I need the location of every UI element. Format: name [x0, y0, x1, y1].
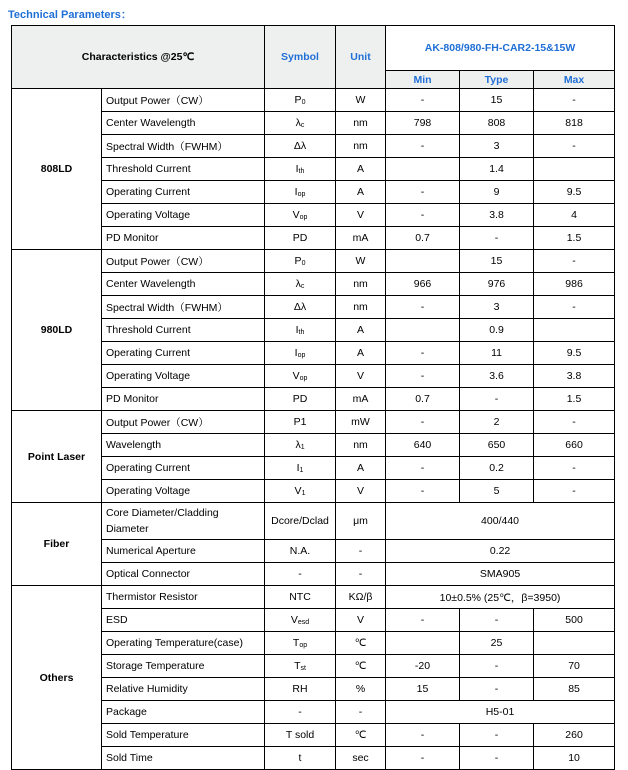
symbol-main: T sold: [285, 729, 315, 741]
symbol-subscript: th: [298, 168, 305, 175]
characteristic-cell: Spectral Width（FWHM）: [102, 135, 265, 158]
table-row: [12, 181, 615, 204]
value-type-cell: 808: [460, 112, 534, 135]
unit-cell: W: [336, 89, 386, 112]
symbol-main: PD: [292, 393, 308, 405]
value-span-cell: SMA905: [386, 563, 615, 586]
characteristic-cell: Spectral Width（FWHM）: [102, 296, 265, 319]
value-type-cell: -: [460, 724, 534, 747]
table-row: [12, 701, 615, 724]
characteristic-cell: Threshold Current: [102, 158, 265, 181]
value-min-cell: -: [386, 181, 460, 204]
value-max-cell: [534, 158, 615, 181]
value-max-cell: 1.5: [534, 388, 615, 411]
value-type-cell: 15: [460, 89, 534, 112]
table-row: [12, 747, 615, 770]
symbol-main: T: [294, 660, 301, 672]
symbol-main: V: [294, 485, 302, 497]
table-row: [12, 112, 615, 135]
symbol-main: Dcore/Dclad: [271, 515, 329, 527]
characteristic-cell: Output Power（CW）: [102, 250, 265, 273]
unit-cell: mA: [336, 227, 386, 250]
value-max-cell: 10: [534, 747, 615, 770]
symbol-main: λ: [295, 439, 301, 451]
value-max-cell: -: [534, 250, 615, 273]
value-min-cell: -20: [386, 655, 460, 678]
symbol-subscript: op: [299, 642, 308, 649]
value-type-cell: 3.8: [460, 204, 534, 227]
table-row: [12, 678, 615, 701]
symbol-main: Δλ: [293, 301, 307, 313]
characteristic-cell: PD Monitor: [102, 227, 265, 250]
unit-cell: nm: [336, 296, 386, 319]
unit-cell: nm: [336, 112, 386, 135]
symbol-cell: [265, 655, 336, 678]
value-span-cell: 400/440: [386, 503, 615, 540]
group-label: Others: [12, 586, 102, 770]
value-max-cell: 1.5: [534, 227, 615, 250]
value-type-cell: 9: [460, 181, 534, 204]
value-min-cell: 0.7: [386, 388, 460, 411]
symbol-cell: [265, 319, 336, 342]
characteristic-cell: Output Power（CW）: [102, 411, 265, 434]
symbol-main: -: [298, 568, 302, 580]
symbol-main: V: [292, 209, 300, 221]
value-max-cell: [534, 632, 615, 655]
unit-cell: nm: [336, 135, 386, 158]
spec-table: [11, 25, 615, 770]
value-type-cell: 0.2: [460, 457, 534, 480]
value-min-cell: -: [386, 342, 460, 365]
value-type-cell: -: [460, 609, 534, 632]
value-min-cell: -: [386, 747, 460, 770]
characteristic-cell: Threshold Current: [102, 319, 265, 342]
symbol-subscript: op: [297, 191, 306, 198]
characteristic-cell: Sold Temperature: [102, 724, 265, 747]
characteristic-cell: ESD: [102, 609, 265, 632]
symbol-main: λ: [295, 117, 301, 129]
unit-cell: sec: [336, 747, 386, 770]
symbol-main: P: [294, 255, 302, 267]
unit-cell: -: [336, 563, 386, 586]
characteristic-cell: Optical Connector: [102, 563, 265, 586]
unit-cell: V: [336, 204, 386, 227]
value-max-cell: 260: [534, 724, 615, 747]
unit-cell: -: [336, 540, 386, 563]
table-row: [12, 540, 615, 563]
unit-cell: -: [336, 701, 386, 724]
characteristic-cell: Center Wavelength: [102, 112, 265, 135]
value-max-cell: 70: [534, 655, 615, 678]
value-type-cell: 3: [460, 135, 534, 158]
characteristic-cell: Operating Current: [102, 342, 265, 365]
header-symbol: Symbol: [265, 26, 336, 89]
symbol-cell: [265, 204, 336, 227]
unit-cell: KΩ/β: [336, 586, 386, 609]
value-max-cell: 85: [534, 678, 615, 701]
table-row: [12, 411, 615, 434]
unit-cell: V: [336, 609, 386, 632]
value-max-cell: -: [534, 135, 615, 158]
unit-cell: mW: [336, 411, 386, 434]
symbol-cell: [265, 158, 336, 181]
symbol-subscript: 1: [300, 444, 305, 451]
symbol-main: I: [296, 462, 300, 474]
table-row: [12, 434, 615, 457]
symbol-subscript: 0: [301, 99, 306, 106]
value-max-cell: -: [534, 89, 615, 112]
unit-cell: W: [336, 250, 386, 273]
value-max-cell: [534, 319, 615, 342]
value-min-cell: -: [386, 609, 460, 632]
value-type-cell: 5: [460, 480, 534, 503]
unit-cell: A: [336, 319, 386, 342]
value-max-cell: -: [534, 480, 615, 503]
value-min-cell: -: [386, 457, 460, 480]
symbol-main: I: [294, 347, 298, 359]
value-max-cell: 9.5: [534, 181, 615, 204]
symbol-cell: [265, 388, 336, 411]
table-row: [12, 632, 615, 655]
value-min-cell: -: [386, 724, 460, 747]
symbol-main: t: [298, 752, 302, 764]
symbol-main: I: [295, 163, 299, 175]
symbol-cell: [265, 480, 336, 503]
section-title: Technical Parameters：: [8, 9, 132, 21]
characteristic-cell: Numerical Aperture: [102, 540, 265, 563]
characteristic-cell: Core Diameter/Cladding Diameter: [102, 503, 265, 540]
table-row: [12, 89, 615, 112]
value-type-cell: 0.9: [460, 319, 534, 342]
table-row: [12, 655, 615, 678]
value-max-cell: -: [534, 296, 615, 319]
characteristic-cell: Thermistor Resistor: [102, 586, 265, 609]
unit-cell: nm: [336, 273, 386, 296]
symbol-cell: [265, 181, 336, 204]
value-max-cell: 4: [534, 204, 615, 227]
symbol-cell: [265, 112, 336, 135]
characteristic-cell: PD Monitor: [102, 388, 265, 411]
symbol-cell: [265, 724, 336, 747]
symbol-main: V: [292, 370, 300, 382]
unit-cell: V: [336, 365, 386, 388]
table-row: [12, 457, 615, 480]
characteristic-cell: Operating Voltage: [102, 204, 265, 227]
symbol-cell: [265, 609, 336, 632]
value-min-cell: 0.7: [386, 227, 460, 250]
symbol-subscript: c: [300, 122, 305, 129]
value-type-cell: 25: [460, 632, 534, 655]
characteristic-cell: Output Power（CW）: [102, 89, 265, 112]
value-type-cell: -: [460, 655, 534, 678]
table-row: [12, 609, 615, 632]
characteristic-cell: Wavelength: [102, 434, 265, 457]
unit-cell: ℃: [336, 632, 386, 655]
value-min-cell: -: [386, 411, 460, 434]
table-row: [12, 135, 615, 158]
table-row: [12, 273, 615, 296]
symbol-subscript: c: [300, 283, 305, 290]
value-max-cell: 818: [534, 112, 615, 135]
symbol-main: RH: [292, 683, 308, 695]
symbol-cell: [265, 632, 336, 655]
value-type-cell: 976: [460, 273, 534, 296]
symbol-cell: [265, 457, 336, 480]
table-row: [12, 204, 615, 227]
symbol-main: NTC: [289, 591, 311, 603]
value-min-cell: -: [386, 365, 460, 388]
value-min-cell: 798: [386, 112, 460, 135]
group-label: 808LD: [12, 89, 102, 250]
value-span-cell: 0.22: [386, 540, 615, 563]
table-row: [12, 319, 615, 342]
value-max-cell: -: [534, 411, 615, 434]
symbol-subscript: op: [297, 352, 306, 359]
symbol-main: Δλ: [293, 140, 307, 152]
unit-cell: mA: [336, 388, 386, 411]
characteristic-cell: Center Wavelength: [102, 273, 265, 296]
header-type: Type: [460, 71, 534, 89]
symbol-subscript: op: [299, 214, 308, 221]
header-unit: Unit: [336, 26, 386, 89]
value-min-cell: 15: [386, 678, 460, 701]
table-row: [12, 227, 615, 250]
value-span-cell: H5-01: [386, 701, 615, 724]
symbol-main: P: [294, 94, 302, 106]
symbol-main: PD: [292, 232, 308, 244]
symbol-cell: [265, 342, 336, 365]
table-row: [12, 503, 615, 540]
symbol-cell: [265, 586, 336, 609]
table-row: [12, 724, 615, 747]
symbol-cell: [265, 89, 336, 112]
value-max-cell: 9.5: [534, 342, 615, 365]
symbol-cell: [265, 563, 336, 586]
table-row: [12, 388, 615, 411]
symbol-cell: [265, 135, 336, 158]
value-type-cell: 2: [460, 411, 534, 434]
group-label: 980LD: [12, 250, 102, 411]
value-type-cell: 3: [460, 296, 534, 319]
symbol-cell: [265, 701, 336, 724]
symbol-subscript: op: [299, 375, 308, 382]
value-min-cell: -: [386, 480, 460, 503]
value-type-cell: -: [460, 227, 534, 250]
table-row: [12, 586, 615, 609]
characteristic-cell: Relative Humidity: [102, 678, 265, 701]
value-min-cell: -: [386, 204, 460, 227]
table-row: [12, 365, 615, 388]
symbol-subscript: st: [300, 665, 306, 672]
characteristic-cell: Operating Voltage: [102, 365, 265, 388]
header-model: AK-808/980-FH-CAR2-15&15W: [386, 26, 615, 71]
value-type-cell: 11: [460, 342, 534, 365]
symbol-cell: [265, 250, 336, 273]
table-row: [12, 342, 615, 365]
symbol-cell: [265, 227, 336, 250]
value-type-cell: -: [460, 388, 534, 411]
symbol-main: -: [298, 706, 302, 718]
value-type-cell: 15: [460, 250, 534, 273]
characteristic-cell: Operating Temperature(case): [102, 632, 265, 655]
symbol-subscript: th: [298, 329, 305, 336]
header-min: Min: [386, 71, 460, 89]
symbol-cell: [265, 678, 336, 701]
value-span-cell: 10±0.5% (25℃，β=3950): [386, 586, 615, 609]
unit-cell: nm: [336, 434, 386, 457]
symbol-main: λ: [295, 278, 301, 290]
table-row: [12, 296, 615, 319]
symbol-subscript: 1: [299, 467, 304, 474]
value-min-cell: [386, 158, 460, 181]
symbol-subscript: esd: [297, 619, 310, 626]
symbol-main: V: [290, 614, 298, 626]
table-row: [12, 250, 615, 273]
symbol-cell: [265, 434, 336, 457]
symbol-cell: [265, 411, 336, 434]
characteristic-cell: Operating Voltage: [102, 480, 265, 503]
value-type-cell: 3.6: [460, 365, 534, 388]
table-row: [12, 480, 615, 503]
characteristic-cell: Sold Time: [102, 747, 265, 770]
value-type-cell: 1.4: [460, 158, 534, 181]
symbol-cell: [265, 503, 336, 540]
value-max-cell: 500: [534, 609, 615, 632]
symbol-cell: [265, 365, 336, 388]
value-type-cell: -: [460, 747, 534, 770]
value-min-cell: [386, 632, 460, 655]
value-type-cell: 650: [460, 434, 534, 457]
table-row: [12, 563, 615, 586]
unit-cell: V: [336, 480, 386, 503]
unit-cell: ℃: [336, 724, 386, 747]
symbol-cell: [265, 747, 336, 770]
value-min-cell: -: [386, 296, 460, 319]
value-type-cell: -: [460, 678, 534, 701]
characteristic-cell: Package: [102, 701, 265, 724]
characteristic-cell: Operating Current: [102, 181, 265, 204]
symbol-main: N.A.: [289, 545, 311, 557]
symbol-cell: [265, 296, 336, 319]
table-row: [12, 158, 615, 181]
unit-cell: A: [336, 181, 386, 204]
unit-cell: μm: [336, 503, 386, 540]
symbol-subscript: 1: [301, 490, 306, 497]
symbol-cell: [265, 540, 336, 563]
symbol-main: I: [294, 186, 298, 198]
value-max-cell: 660: [534, 434, 615, 457]
group-label: Fiber: [12, 503, 102, 586]
symbol-main: I: [295, 324, 299, 336]
unit-cell: %: [336, 678, 386, 701]
unit-cell: A: [336, 342, 386, 365]
group-label: Point Laser: [12, 411, 102, 503]
value-max-cell: 986: [534, 273, 615, 296]
value-min-cell: -: [386, 89, 460, 112]
characteristic-cell: Operating Current: [102, 457, 265, 480]
value-max-cell: 3.8: [534, 365, 615, 388]
header-max: Max: [534, 71, 615, 89]
characteristic-cell: Storage Temperature: [102, 655, 265, 678]
value-min-cell: 966: [386, 273, 460, 296]
unit-cell: A: [336, 457, 386, 480]
value-max-cell: -: [534, 457, 615, 480]
symbol-cell: [265, 273, 336, 296]
symbol-main: P1: [293, 416, 307, 428]
unit-cell: A: [336, 158, 386, 181]
symbol-subscript: 0: [301, 260, 306, 267]
header-characteristics: Characteristics @25℃: [12, 26, 265, 89]
value-min-cell: [386, 319, 460, 342]
value-min-cell: 640: [386, 434, 460, 457]
value-min-cell: -: [386, 135, 460, 158]
spec-table-body: [12, 89, 615, 770]
value-min-cell: [386, 250, 460, 273]
symbol-main: T: [292, 637, 300, 649]
unit-cell: ℃: [336, 655, 386, 678]
